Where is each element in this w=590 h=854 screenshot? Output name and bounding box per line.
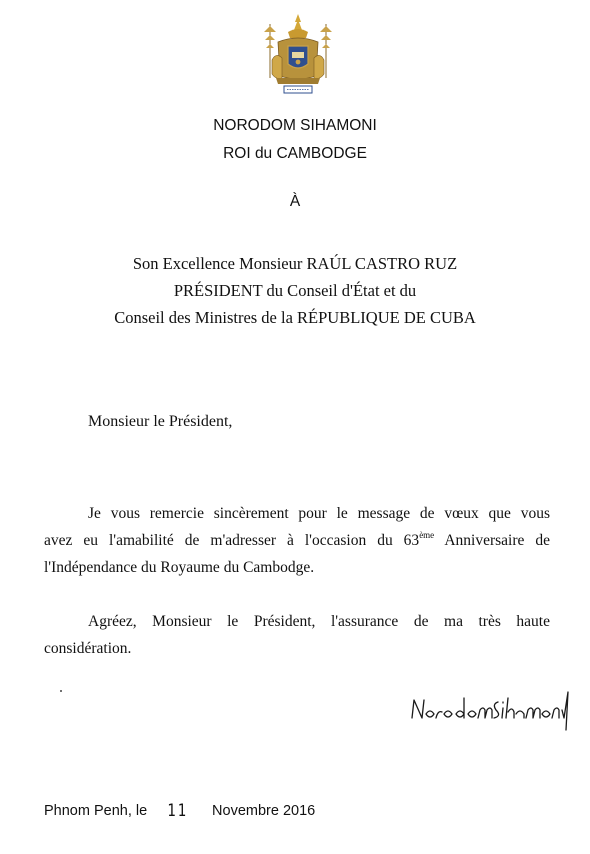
date-day-handwritten: 11 [167,801,189,821]
paragraph-2 [44,608,550,662]
paragraph-1-line-3: l'Indépendance du Royaume du Cambodge. [44,559,315,576]
paragraph-1-line-2: avez eu l'amabilité de m'adresser à l'occasion du 63ème Anniversaire de [44,530,550,549]
paragraph-1-line-1: Je vous remercie sincèrement pour le message de vœux que vous [88,505,550,522]
date-place: Phnom Penh, le [44,803,148,819]
paragraph-2-line-1: Agréez, Monsieur le Président, l'assurance de ma très haute [88,613,550,630]
salutation: Monsieur le Président, [88,413,233,430]
addressee-marker: À [289,193,301,210]
recipient-line-2: PRÉSIDENT du Conseil d'État et du [173,281,417,300]
ordinal-suffix: ème [419,530,435,540]
sender-title: ROI du CAMBODGE [223,145,367,162]
recipient-block [0,250,590,331]
recipient-line-3: Conseil des Ministres de la RÉPUBLIQUE DE CUBA [114,308,476,327]
paragraph-1 [44,500,550,581]
sender-block [0,112,590,168]
royal-coat-of-arms-icon [260,12,336,98]
date-line [44,803,315,819]
date-month-year: Novembre 2016 [212,803,316,819]
sender-name: NORODOM SIHAMONI [213,117,377,134]
handwritten-signature-icon [410,688,570,732]
paragraph-2-line-2: considération. [44,640,132,657]
stray-mark [60,690,62,692]
recipient-line-1: Son Excellence Monsieur RAÚL CASTRO RUZ [132,254,458,273]
